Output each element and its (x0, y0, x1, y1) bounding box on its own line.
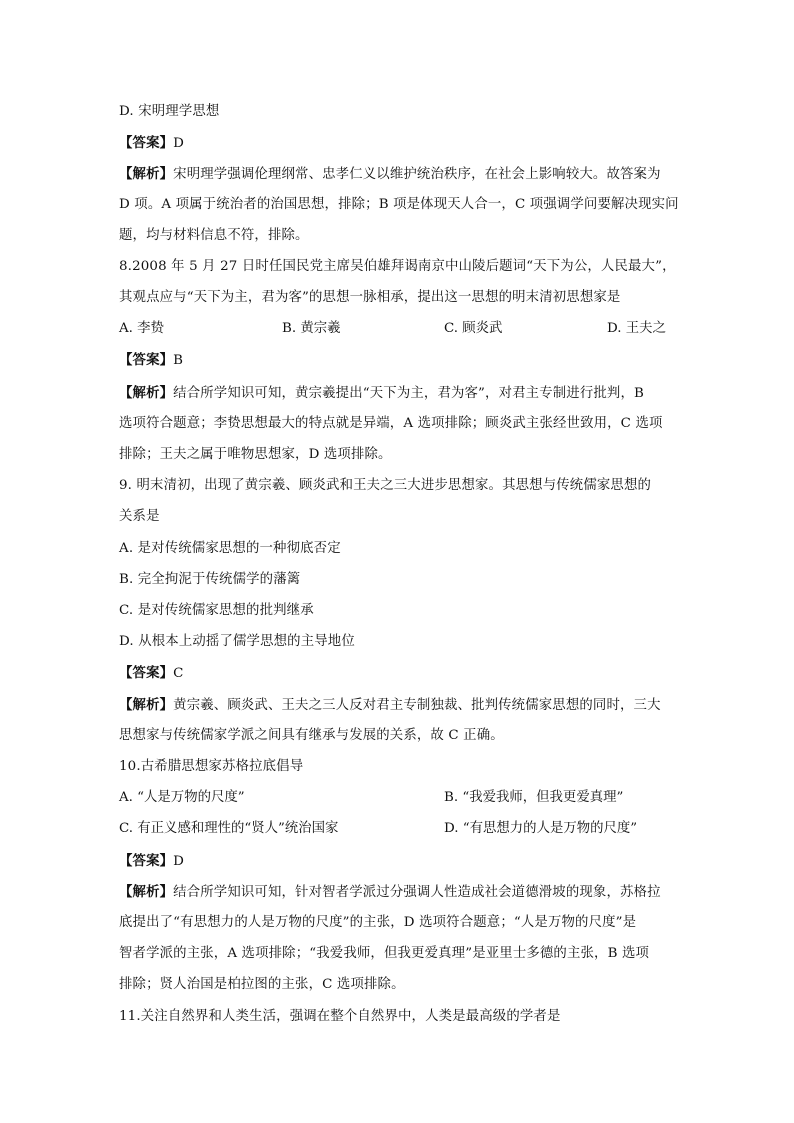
question-8-cont: 其观点应与“天下为主，君为客”的思想一脉相承，提出这一思想的明末清初思想家是 (119, 290, 621, 305)
analysis-line: 智者学派的主张，A 选项排除；“我爱我师，但我更爱真理”是亚里士多德的主张，B 选项 (119, 946, 650, 961)
analysis-line: 思想家与传统儒家学派之间具有继承与发展的关系，故 C 正确。 (119, 728, 504, 743)
analysis-label: 【解析】 (119, 884, 174, 900)
question-9: 9. 明末清初，出现了黄宗羲、顾炎武和王夫之三大进步思想家。其思想与传统儒家思想的 (119, 478, 652, 493)
question-8: 8.2008 年 5 月 27 日时任国民党主席吴伯雄拜谒南京中山陵后题词“天下为公，人民最大”， (119, 259, 676, 274)
analysis-line: 底提出了“有思想力的人是万物的尺度”的主张，D 选项符合题意；“人是万物的尺度”是 (119, 915, 637, 930)
q9-option-d: D. 从根本上动摇了儒学思想的主导地位 (119, 634, 355, 649)
analysis-line: 选项符合题意；李贽思想最大的特点就是异端，A 选项排除；顾炎武主张经世致用，C 选项 (119, 416, 663, 431)
question-9-cont: 关系是 (119, 509, 160, 524)
q10-option-a: A. “人是万物的尺度” (119, 790, 245, 805)
analysis-line: 排除；贤人治国是柏拉图的主张，C 选项排除。 (119, 977, 405, 992)
analysis-line (119, 882, 679, 903)
answer-line-q10 (119, 851, 679, 872)
q9-option-b: B. 完全拘泥于传统儒学的藩篱 (119, 572, 301, 587)
q10-option-b: B. “我爱我师，但我更爱真理” (444, 790, 624, 805)
answer-value: D (173, 136, 185, 151)
analysis-label: 【解析】 (119, 385, 174, 401)
analysis-line: D 项。A 项属于统治者的治国思想，排除；B 项是体现天人合一，C 项强调学问要解决现实问 (119, 197, 679, 212)
analysis-text: 宋明理学强调伦理纲常、忠孝仁义以维护统治秩序，在社会上影响较大。故答案为 (173, 167, 661, 182)
answer-value: D (173, 854, 185, 869)
answer-line-q9 (119, 663, 679, 684)
q8-option-b: B. 黄宗羲 (282, 321, 341, 336)
analysis-line (119, 164, 679, 185)
answer-value: C (173, 666, 184, 681)
analysis-label: 【解析】 (119, 166, 174, 182)
q8-option-c: C. 顾炎武 (444, 321, 503, 336)
analysis-line: 排除；王夫之属于唯物思想家，D 选项排除。 (119, 447, 392, 462)
answer-label: 【答案】 (119, 352, 174, 368)
analysis-text: 结合所学知识可知，黄宗羲提出“天下为主，君为客”，对君主专制进行批判，B (173, 386, 644, 401)
q8-option-d: D. 王夫之 (607, 321, 666, 336)
analysis-text: 结合所学知识可知，针对智者学派过分强调人性造成社会道德滑坡的现象，苏格拉 (173, 885, 661, 900)
q9-option-c: C. 是对传统儒家思想的批判继承 (119, 603, 314, 618)
answer-value: B (173, 353, 184, 368)
question-10: 10.古希腊思想家苏格拉底倡导 (119, 759, 304, 774)
analysis-line (119, 695, 679, 716)
question-11: 11.关注自然界和人类生活，强调在整个自然界中，人类是最高级的学者是 (119, 1009, 561, 1024)
analysis-line: 题，均与材料信息不符，排除。 (119, 228, 309, 243)
analysis-line (119, 383, 679, 404)
answer-label: 【答案】 (119, 135, 174, 151)
answer-label: 【答案】 (119, 665, 174, 681)
analysis-text: 黄宗羲、顾炎武、王夫之三人反对君主专制独裁、批判传统儒家思想的同时，三大 (173, 698, 661, 713)
answer-line-q7 (119, 133, 679, 154)
q10-option-d: D. “有思想力的人是万物的尺度” (444, 821, 638, 836)
q8-option-a: A. 李贽 (119, 321, 164, 336)
q9-option-a: A. 是对传统儒家思想的一种彻底否定 (119, 541, 341, 556)
q10-option-c: C. 有正义感和理性的“贤人”统治国家 (119, 821, 339, 836)
answer-label: 【答案】 (119, 853, 174, 869)
answer-line-q8 (119, 350, 679, 371)
analysis-label: 【解析】 (119, 697, 174, 713)
q7-option-d: D. 宋明理学思想 (119, 104, 220, 119)
